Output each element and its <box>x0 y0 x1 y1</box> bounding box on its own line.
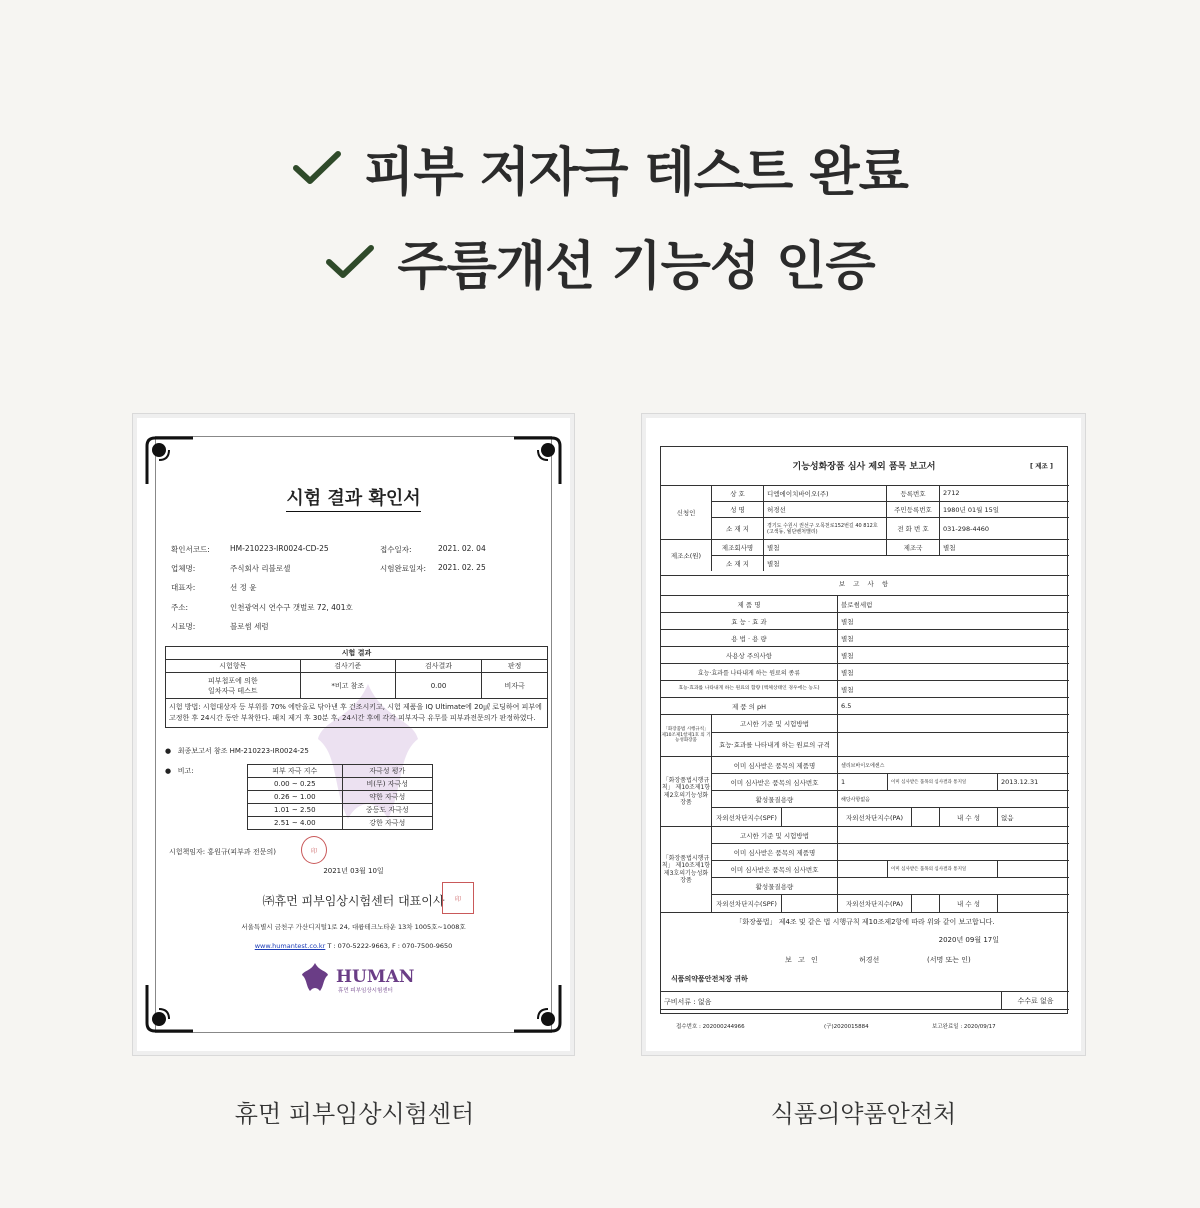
results-header: 검사기준 <box>300 660 395 673</box>
field-key: 이미 심사받은 품목의 제품명 <box>711 757 837 773</box>
field-value <box>837 715 1069 732</box>
field-value <box>781 808 837 826</box>
field-key: 활성물질용량 <box>711 878 837 894</box>
headline-2 <box>0 224 1200 299</box>
field-key: 내 수 성 <box>939 808 997 826</box>
company-value: 주식회사 리블로셀 <box>230 564 291 573</box>
code-value: HM-210223-IR0024-CD-25 <box>230 544 329 553</box>
section1-label: 「화장품법 시행규칙」 제10조제1항제1호 의 기능성화장품 <box>661 727 711 744</box>
field-value: 별첨 <box>837 613 1069 629</box>
results-item: 피부첩포에 의한 일차자극 테스트 <box>166 673 301 699</box>
website-link[interactable]: www.humantest.co.kr <box>254 942 326 950</box>
docs-row <box>661 991 1069 1010</box>
applicant-row <box>711 485 1069 501</box>
note-range: 0.26 ~ 1.00 <box>248 791 343 804</box>
report-tag: [ 제조 ] <box>1029 462 1053 470</box>
sample-value: 블로썸 세럼 <box>230 622 269 631</box>
section3-row <box>711 843 1069 860</box>
field-key: 자외선차단지수(PA) <box>837 808 911 826</box>
results-standard: *비고 참조 <box>300 673 395 699</box>
ornament-icon <box>145 436 195 486</box>
ornament-icon <box>512 436 562 486</box>
note-header: 자극성 평가 <box>342 765 432 778</box>
field-value: 별첨 <box>837 664 1069 680</box>
note-range: 0.00 ~ 0.25 <box>248 778 343 791</box>
logo-text: HUMAN <box>336 967 415 987</box>
section3-row <box>711 826 1069 843</box>
field-value <box>837 844 1069 860</box>
field-key: 이미 심사받은 품목의 심사결과 통지일 <box>887 774 997 790</box>
results-table <box>165 646 548 728</box>
logo-subtitle: 휴먼 피부임상시험센터 <box>338 988 393 994</box>
caption-left: 휴먼 피부임상시험센터 <box>234 1100 475 1128</box>
section2-row <box>711 773 1069 790</box>
report-header-text: 보 고 사 항 <box>838 580 892 588</box>
field-value: 1 <box>837 774 887 790</box>
field-value <box>997 861 1069 877</box>
issuer-address: 서울특별시 금천구 가산디지털1로 24, 대륭테크노타운 13차 1005호~1008호 <box>241 923 466 931</box>
field-value: 031-298-4460 <box>939 518 1069 539</box>
issue-date: 2021년 03월 10일 <box>323 867 384 875</box>
field-key: 성 명 <box>711 502 763 517</box>
field-key: 주민등록번호 <box>886 502 939 517</box>
report-row <box>661 697 1069 714</box>
examiner-seal-icon: 印 <box>301 836 327 864</box>
applicant-row <box>711 501 1069 517</box>
received-label: 접수일자: <box>380 545 412 554</box>
report-statement: 「화장품법」 제4조 및 같은 법 시행규칙 제10조제2항에 따라 위와 같이 보고합니다. <box>735 918 995 926</box>
section2-row <box>711 807 1069 826</box>
results-header: 시험항목 <box>166 660 301 673</box>
headline-text: 피부 저자극 테스트 완료 <box>364 143 908 203</box>
report-title: 기능성화장품 심사 제외 품목 보고서 <box>792 462 936 472</box>
old-number: (구)2020015884 <box>824 1024 869 1030</box>
report-row <box>661 629 1069 646</box>
field-value: 6.5 <box>837 698 1069 714</box>
human-logo-icon <box>301 962 329 992</box>
field-key: 제조회사명 <box>711 540 763 555</box>
note-grade: 중등도 자극성 <box>342 804 432 817</box>
caption-right: 식품의약품안전처 <box>770 1100 957 1128</box>
field-value: 별첨 <box>837 647 1069 663</box>
field-value <box>911 808 939 826</box>
field-value: 별첨 <box>837 630 1069 646</box>
ceo-label: 대표자: <box>171 583 196 592</box>
field-value: 2013.12.31 <box>997 774 1069 790</box>
company-label: 업체명: <box>171 564 196 573</box>
field-value <box>911 895 939 912</box>
sample-label: 시료명: <box>171 622 196 631</box>
results-verdict: 비자극 <box>482 673 548 699</box>
field-value: 별첨 <box>837 681 1069 697</box>
ornament-icon <box>145 983 195 1033</box>
field-key: 이미 심사받은 품목의 심사번호 <box>711 861 837 877</box>
completed-value: 2021. 02. 25 <box>438 563 486 572</box>
field-key: 용 법 · 용 량 <box>731 634 767 643</box>
section3-label: 「화장품법시행규칙」 제10조제1항제3호의기능성화장품 <box>661 855 711 884</box>
report-row <box>661 680 1069 697</box>
certificate-card-left <box>132 413 575 1056</box>
irritation-index-table <box>247 764 433 830</box>
company-seal-icon: 印 <box>442 882 474 914</box>
maker-row <box>711 555 1069 571</box>
note-range: 1.01 ~ 2.50 <box>248 804 343 817</box>
section2-row <box>711 790 1069 807</box>
field-key: 고시한 기준 및 시험방법 <box>711 827 837 843</box>
field-key: 소 재 지 <box>711 556 763 571</box>
field-value: 경기도 수원시 권선구 오목천로152번길 40 812호 (고색동, 월단벤처밸리) <box>763 518 886 539</box>
field-value: 1980년 01월 15일 <box>939 502 1069 517</box>
applicant-label: 신청인 <box>676 509 696 517</box>
note-header: 피부 자극 지수 <box>248 765 343 778</box>
section2-row <box>711 756 1069 773</box>
completion-date: 보고완료일 : 2020/09/17 <box>932 1024 996 1030</box>
field-value: 셀리브바이오에센스 <box>837 757 1069 773</box>
field-value: 없음 <box>997 808 1069 826</box>
results-header: 검사결과 <box>395 660 481 673</box>
report-section-header <box>661 575 1069 591</box>
signature-note: (서명 또는 인) <box>927 956 971 964</box>
field-key: 자외선차단지수(SPF) <box>711 895 781 912</box>
field-value: 해당사항없음 <box>837 791 1069 807</box>
code-label: 확인서코드: <box>171 545 210 554</box>
field-key: 고시한 기준 및 시험방법 <box>711 715 837 732</box>
report-row <box>661 663 1069 680</box>
field-value: 별첨 <box>763 556 1069 571</box>
field-key: 자외선차단지수(SPF) <box>711 808 781 826</box>
field-value <box>837 878 1069 894</box>
ornament-icon <box>512 983 562 1033</box>
field-value: 디엠에이치바이오(주) <box>763 485 886 501</box>
docs-label: 구비서류 : 없음 <box>664 998 712 1006</box>
fee-label: 수수료 없음 <box>1001 992 1069 1009</box>
results-value: 0.00 <box>395 673 481 699</box>
results-caption: 시험 결과 <box>166 647 548 660</box>
field-value: 별첨 <box>939 540 1069 555</box>
note-range: 2.51 ~ 4.00 <box>248 817 343 830</box>
checkmark-icon <box>325 242 375 282</box>
examiner: 시험책임자: 홍원규(피부과 전문의) <box>169 848 276 856</box>
results-header: 판정 <box>482 660 548 673</box>
field-key: 이미 심사받은 품목의 제품명 <box>711 844 837 860</box>
reporter-label: 보 고 인 <box>785 956 820 964</box>
field-value <box>837 861 887 877</box>
addressee: 식품의약품안전처장 귀하 <box>671 975 748 983</box>
field-key: 효능·효과를 나타내게 하는 원료의 종류 <box>697 669 801 677</box>
section1-row <box>711 732 1069 756</box>
note-grade: 비(무) 자극성 <box>342 778 432 791</box>
report-card-right <box>641 413 1086 1056</box>
address-label: 주소: <box>171 603 189 612</box>
field-value <box>781 895 837 912</box>
received-value: 2021. 02. 04 <box>438 544 486 553</box>
field-key: 자외선차단지수(PA) <box>837 895 911 912</box>
report-date: 2020년 09월 17일 <box>938 936 999 944</box>
field-value <box>837 733 1069 756</box>
field-key: 소 재 지 <box>711 518 763 539</box>
maker-row <box>711 539 1069 555</box>
certificate-title: 시험 결과 확인서 <box>133 484 574 510</box>
maker-label: 제조소(원) <box>670 552 702 560</box>
field-key: 효 능 · 효 과 <box>731 617 767 626</box>
report-row <box>661 646 1069 663</box>
section2-label: 「화장품법시행규칙」 제10조제1항제2호의기능성화장품 <box>661 777 711 806</box>
section3-row <box>711 877 1069 894</box>
field-key: 내 수 성 <box>939 895 997 912</box>
field-key: 전 화 번 호 <box>886 518 939 539</box>
headline-1 <box>0 130 1200 205</box>
ceo-value: 선 정 윤 <box>230 583 257 592</box>
note-grade: 약한 자극성 <box>342 791 432 804</box>
completed-label: 시험완료일자: <box>380 564 426 573</box>
field-value: 2712 <box>939 485 1069 501</box>
field-value <box>837 827 1069 843</box>
field-key: 이미 심사받은 품목의 심사결과 통지일 <box>887 861 997 877</box>
field-key: 활성물질용량 <box>711 791 837 807</box>
report-footer <box>661 912 1069 1015</box>
applicant-row <box>711 517 1069 539</box>
field-key: 상 호 <box>711 485 763 501</box>
field-value: 블로썸세럼 <box>837 596 1069 612</box>
results-method: 시험 방법: 시험대상자 등 부위를 70% 에탄올로 닦아낸 후 건조시키고, 시험 제품을 IQ Ultimate에 20㎕ 로딩하여 피부에 고정한 후 24시간 동안 부착한다. 패치 제거 후 30분 후, 24시간 후에 각각 피부자극 유무를 피부과전문의가 판정하였다. <box>166 699 548 728</box>
contact-line <box>133 942 574 950</box>
section3-row <box>711 894 1069 912</box>
section1-row <box>711 714 1069 732</box>
field-value: 허경선 <box>763 502 886 517</box>
receipt-number: 접수번호 : 202000244966 <box>676 1024 745 1030</box>
report-frame <box>660 446 1068 1014</box>
phone-fax: T : 070-5222-9663, F : 070-7500-9650 <box>325 942 453 950</box>
checkmark-icon <box>292 148 342 188</box>
field-value <box>997 895 1069 912</box>
headline-text: 주름개선 기능성 인증 <box>397 237 875 297</box>
report-row <box>661 595 1069 612</box>
field-key: 제 품 명 <box>737 600 761 609</box>
field-key: 효능·효과를 나타내게 하는 원료의 함량 (액체상태인 경우에는 농도) <box>678 686 820 692</box>
field-key: 제 품 의 pH <box>731 702 767 711</box>
report-row <box>661 612 1069 629</box>
issuer: ㈜휴먼 피부임상시험센터 대표이사 <box>262 894 445 908</box>
final-report-ref: ● 최종보고서 참조 HM-210223-IR0024-25 <box>165 747 309 755</box>
field-key: 사용상 주의사항 <box>725 651 773 660</box>
note-label: ● 비고: <box>165 767 194 775</box>
address-value: 인천광역시 연수구 갯벌로 72, 401호 <box>230 603 353 612</box>
reporter-name: 허경선 <box>859 956 880 964</box>
field-value: 별첨 <box>763 540 886 555</box>
section3-row <box>711 860 1069 877</box>
field-key: 효능·효과를 나타내게 하는 원료의 규격 <box>711 733 837 756</box>
field-key: 이미 심사받은 품목의 심사번호 <box>711 774 837 790</box>
note-grade: 강한 자극성 <box>342 817 432 830</box>
field-key: 등록번호 <box>886 485 939 501</box>
field-key: 제조국 <box>886 540 939 555</box>
